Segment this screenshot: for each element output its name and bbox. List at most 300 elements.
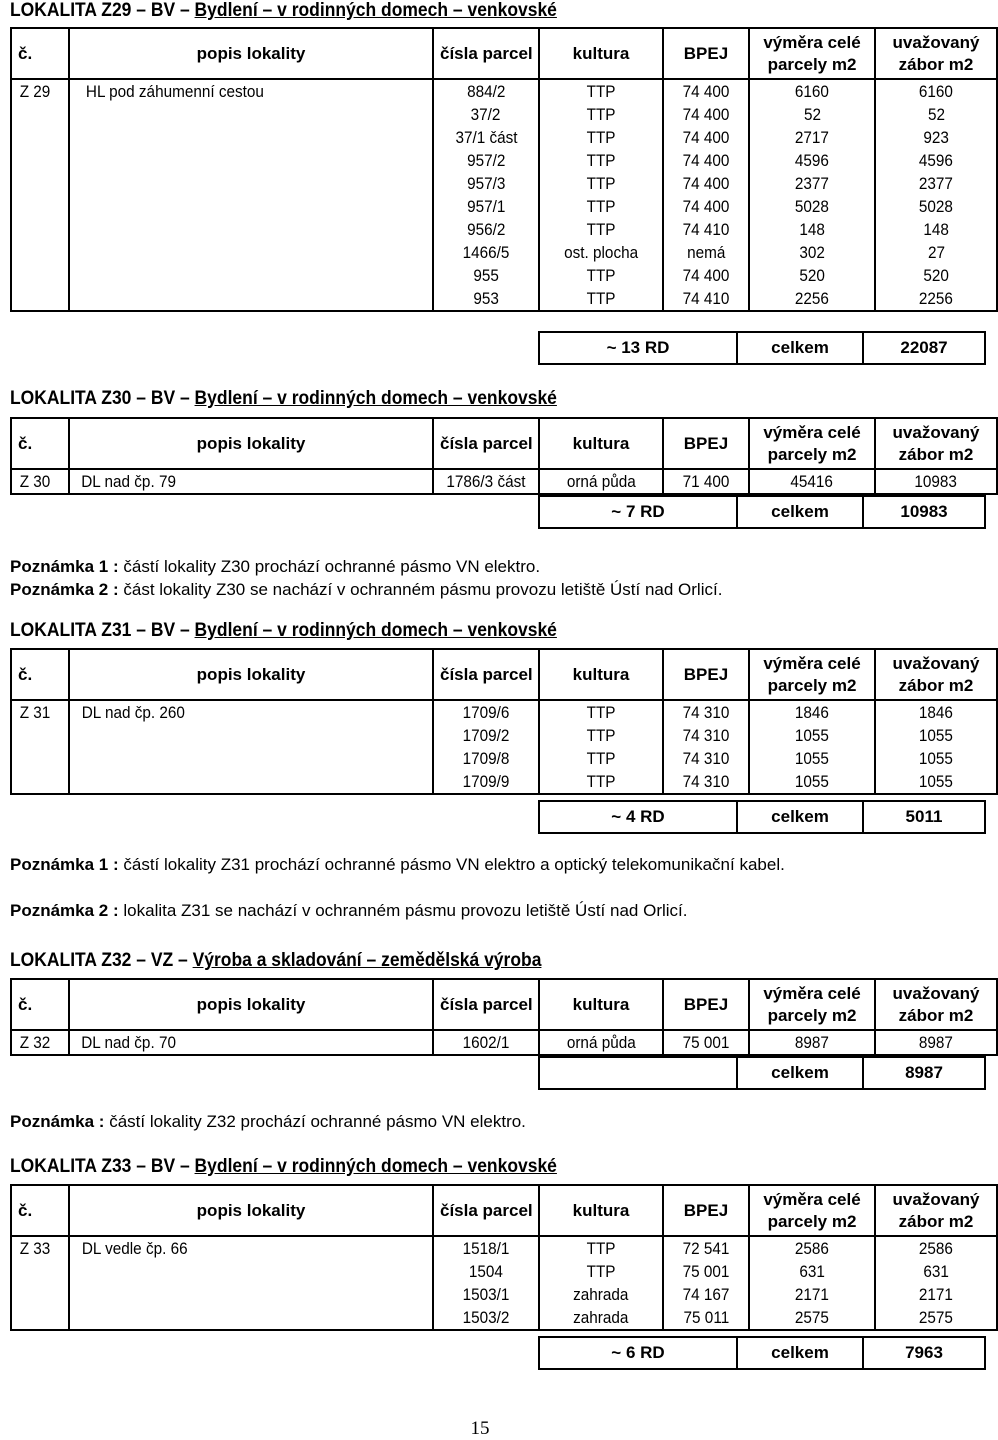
row-bpej — [663, 195, 749, 218]
row-take — [875, 103, 997, 126]
row-description — [69, 126, 433, 149]
header-take-line: zábor m2 — [898, 675, 974, 695]
row-area — [749, 264, 875, 287]
row-area-text: 8987 — [794, 1033, 830, 1052]
row-culture-text: TTP — [586, 749, 616, 768]
header-take-line: zábor m2 — [898, 1211, 974, 1231]
summary-box — [538, 331, 986, 365]
row-bpej — [663, 172, 749, 195]
section-title-prefix: LOKALITA Z30 – BV – — [10, 388, 190, 409]
row-description — [69, 103, 433, 126]
row-culture — [539, 264, 663, 287]
row-number-text: Z 29 — [19, 82, 51, 101]
row-parcel-text: 1786/3 část — [446, 472, 526, 491]
row-take-text: 2575 — [918, 1308, 954, 1327]
row-number — [11, 195, 69, 218]
row-take — [875, 1260, 997, 1283]
header-culture — [539, 1185, 663, 1236]
note-text: lokalita Z31 se nachází v ochranném pásmu provozu letiště Ústí nad Orlicí. — [118, 901, 688, 920]
row-take — [875, 724, 997, 747]
row-number — [11, 218, 69, 241]
table-row — [11, 469, 997, 494]
note-text: částí lokality Z30 prochází ochranné pásmo VN elektro. — [118, 557, 541, 576]
row-area — [749, 103, 875, 126]
row-number — [11, 149, 69, 172]
row-take — [875, 149, 997, 172]
parcel-table — [10, 417, 998, 495]
row-culture — [539, 79, 663, 103]
note-label: Poznámka 1 : — [10, 855, 119, 874]
summary-total: 7963 — [863, 1337, 985, 1369]
header-area — [749, 28, 875, 79]
summary-label: celkem — [737, 332, 863, 364]
row-number — [11, 1283, 69, 1306]
row-description — [69, 469, 433, 494]
row-bpej — [663, 126, 749, 149]
row-description-text: DL vedle čp. 66 — [81, 1239, 188, 1258]
header-parcels-line: čísla parcel — [440, 994, 533, 1014]
row-area — [749, 149, 875, 172]
header-area-line: výměra celé — [763, 422, 861, 442]
row-culture-text: TTP — [586, 703, 616, 722]
row-culture-text: TTP — [586, 128, 616, 147]
row-area-text: 520 — [799, 266, 825, 285]
row-area — [749, 1306, 875, 1330]
header-area-line: parcely m2 — [767, 54, 857, 74]
row-area — [749, 218, 875, 241]
row-description-text: DL nad čp. 70 — [81, 1033, 176, 1052]
section-title — [10, 620, 557, 642]
row-parcel — [433, 149, 539, 172]
header-parcels-line: čísla parcel — [440, 1200, 533, 1220]
row-take — [875, 1030, 997, 1055]
header-description — [69, 649, 433, 700]
table-row — [11, 700, 997, 724]
row-parcel — [433, 218, 539, 241]
summary-row — [539, 332, 985, 364]
row-number — [11, 1306, 69, 1330]
row-number — [11, 172, 69, 195]
note-text: částí lokality Z31 prochází ochranné pásmo VN elektro a optický telekomunikační kabel. — [118, 855, 785, 874]
row-parcel — [433, 469, 539, 494]
header-bpej — [663, 1185, 749, 1236]
row-culture — [539, 218, 663, 241]
row-area-text: 4596 — [794, 151, 830, 170]
row-area-text: 52 — [803, 105, 821, 124]
row-area — [749, 747, 875, 770]
row-take-text: 2256 — [918, 289, 954, 308]
row-area — [749, 172, 875, 195]
row-parcel — [433, 724, 539, 747]
summary-rd: ~ 13 RD — [539, 332, 737, 364]
parcel-table — [10, 978, 998, 1056]
row-take-text: 8987 — [918, 1033, 954, 1052]
row-parcel-text: 955 — [473, 266, 499, 285]
row-take — [875, 264, 997, 287]
header-number — [11, 979, 69, 1030]
row-number — [11, 79, 69, 103]
row-bpej — [663, 469, 749, 494]
note-paragraph — [10, 1110, 956, 1133]
row-area-text: 1055 — [794, 772, 830, 791]
row-culture-text: TTP — [586, 174, 616, 193]
row-culture-text: orná půda — [566, 472, 636, 491]
header-parcels — [433, 418, 539, 469]
row-area-text: 6160 — [794, 82, 830, 101]
row-area — [749, 1236, 875, 1260]
row-take-text: 2377 — [918, 174, 954, 193]
row-description — [69, 241, 433, 264]
table-row — [11, 172, 997, 195]
row-parcel-text: 957/1 — [466, 197, 506, 216]
header-take — [875, 649, 997, 700]
row-area-text: 2377 — [794, 174, 830, 193]
row-description — [69, 747, 433, 770]
row-bpej-text: 71 400 — [682, 472, 730, 491]
row-take-text: 2586 — [918, 1239, 954, 1258]
summary-rd: ~ 4 RD — [539, 801, 737, 833]
table-row — [11, 103, 997, 126]
header-area-line: výměra celé — [763, 1189, 861, 1209]
header-parcels-line: čísla parcel — [440, 433, 533, 453]
header-area-line: parcely m2 — [767, 1211, 857, 1231]
summary-rd: ~ 6 RD — [539, 1337, 737, 1369]
row-culture-text: TTP — [586, 772, 616, 791]
row-take — [875, 1306, 997, 1330]
note-label: Poznámka 2 : — [10, 901, 119, 920]
row-culture — [539, 126, 663, 149]
row-bpej-text: 74 410 — [682, 289, 730, 308]
row-parcel-text: 1602/1 — [462, 1033, 510, 1052]
header-number — [11, 28, 69, 79]
row-parcel-text: 37/1 část — [454, 128, 518, 147]
row-number-text: Z 33 — [19, 1239, 51, 1258]
row-culture — [539, 1260, 663, 1283]
note-label: Poznámka 1 : — [10, 557, 119, 576]
row-parcel — [433, 287, 539, 311]
row-parcel-text: 1503/2 — [462, 1308, 510, 1327]
header-culture — [539, 28, 663, 79]
note-text: částí lokality Z32 prochází ochranné pásmo VN elektro. — [104, 1112, 526, 1131]
section-title-suffix: Výroba a skladování – zemědělská výroba — [192, 950, 542, 971]
note-paragraph — [10, 853, 956, 876]
row-take-text: 631 — [923, 1262, 949, 1281]
row-area — [749, 195, 875, 218]
row-description — [69, 1283, 433, 1306]
row-number — [11, 264, 69, 287]
row-description — [69, 724, 433, 747]
header-take — [875, 28, 997, 79]
row-bpej-text: 74 310 — [682, 772, 730, 791]
summary-rd — [539, 1057, 737, 1089]
header-bpej-line: BPEJ — [683, 664, 729, 684]
row-description — [69, 1030, 433, 1055]
row-take-text: 520 — [923, 266, 949, 285]
row-take-text: 4596 — [918, 151, 954, 170]
section-title — [10, 0, 557, 22]
row-area — [749, 79, 875, 103]
summary-box — [538, 495, 986, 529]
row-area — [749, 1283, 875, 1306]
header-area — [749, 1185, 875, 1236]
row-bpej-text: 75 011 — [683, 1308, 729, 1327]
row-take — [875, 241, 997, 264]
row-bpej-text: 74 310 — [682, 703, 730, 722]
table-row — [11, 747, 997, 770]
header-culture-line: kultura — [572, 1200, 630, 1220]
row-culture — [539, 172, 663, 195]
row-area — [749, 469, 875, 494]
header-culture — [539, 649, 663, 700]
header-description — [69, 979, 433, 1030]
header-take-line: uvažovaný — [892, 1189, 980, 1209]
header-parcels — [433, 979, 539, 1030]
row-number — [11, 770, 69, 794]
table-header-row — [11, 1185, 997, 1236]
row-culture — [539, 103, 663, 126]
row-area-text: 2256 — [794, 289, 830, 308]
row-bpej — [663, 770, 749, 794]
note-label: Poznámka 2 : — [10, 580, 119, 599]
header-area-line: parcely m2 — [767, 675, 857, 695]
row-culture-text: TTP — [586, 151, 616, 170]
header-description-line: popis lokality — [196, 1200, 306, 1220]
row-area-text: 5028 — [794, 197, 830, 216]
row-number-text: Z 31 — [19, 703, 51, 722]
row-bpej — [663, 241, 749, 264]
row-parcel-text: 37/2 — [471, 105, 501, 124]
row-bpej — [663, 1260, 749, 1283]
row-parcel — [433, 241, 539, 264]
summary-label: celkem — [737, 1337, 863, 1369]
section-title-prefix: LOKALITA Z32 – VZ – — [10, 950, 188, 971]
row-area-text: 302 — [799, 243, 825, 262]
header-number — [11, 1185, 69, 1236]
header-area-line: výměra celé — [763, 653, 861, 673]
page-number: 15 — [470, 1418, 490, 1439]
header-area-line: výměra celé — [763, 32, 861, 52]
row-bpej-text: 74 400 — [682, 105, 730, 124]
row-description-text: HL pod záhumenní cestou — [85, 82, 264, 101]
header-number-line: č. — [18, 433, 33, 453]
header-take-line: uvažovaný — [892, 983, 980, 1003]
row-bpej — [663, 264, 749, 287]
row-take — [875, 195, 997, 218]
header-area-line: parcely m2 — [767, 444, 857, 464]
row-area-text: 2586 — [794, 1239, 830, 1258]
row-take — [875, 700, 997, 724]
row-take-text: 923 — [923, 128, 949, 147]
row-description — [69, 1260, 433, 1283]
header-number — [11, 649, 69, 700]
section-title-suffix: Bydlení – v rodinných domech – venkovské — [194, 0, 557, 21]
row-bpej — [663, 1283, 749, 1306]
row-culture-text: ost. plocha — [563, 243, 638, 262]
row-culture — [539, 747, 663, 770]
header-take-line: uvažovaný — [892, 653, 980, 673]
header-parcels — [433, 28, 539, 79]
row-culture — [539, 1030, 663, 1055]
header-culture-line: kultura — [572, 433, 630, 453]
table-row — [11, 264, 997, 287]
row-take-text: 5028 — [918, 197, 954, 216]
row-take — [875, 79, 997, 103]
row-culture — [539, 700, 663, 724]
section-title-prefix: LOKALITA Z31 – BV – — [10, 620, 190, 641]
row-parcel-text: 1709/2 — [462, 726, 510, 745]
row-bpej-text: 74 400 — [682, 197, 730, 216]
header-parcels-line: čísla parcel — [440, 664, 533, 684]
row-bpej-text: 74 167 — [682, 1285, 730, 1304]
header-description-line: popis lokality — [196, 433, 306, 453]
table-row — [11, 1236, 997, 1260]
table-row — [11, 218, 997, 241]
row-culture — [539, 1283, 663, 1306]
table-row — [11, 1260, 997, 1283]
row-parcel-text: 1709/8 — [462, 749, 510, 768]
summary-row — [539, 1337, 985, 1369]
row-number — [11, 747, 69, 770]
table-header-row — [11, 979, 997, 1030]
header-take — [875, 1185, 997, 1236]
row-culture-text: TTP — [586, 726, 616, 745]
header-description-line: popis lokality — [196, 43, 306, 63]
row-description — [69, 264, 433, 287]
row-parcel-text: 956/2 — [466, 220, 506, 239]
row-area-text: 2717 — [794, 128, 830, 147]
section-title-suffix: Bydlení – v rodinných domech – venkovské — [194, 620, 557, 641]
summary-total: 22087 — [863, 332, 985, 364]
row-take — [875, 172, 997, 195]
summary-box — [538, 1336, 986, 1370]
row-parcel — [433, 126, 539, 149]
row-number-text: Z 32 — [19, 1033, 51, 1052]
row-culture — [539, 724, 663, 747]
row-area-text: 1846 — [794, 703, 830, 722]
row-culture-text: zahrada — [573, 1285, 629, 1304]
row-parcel-text: 1503/1 — [462, 1285, 510, 1304]
row-description — [69, 79, 433, 103]
row-bpej-text: 74 400 — [682, 82, 730, 101]
row-bpej-text: 74 400 — [682, 151, 730, 170]
row-culture-text: TTP — [586, 1239, 616, 1258]
header-take — [875, 418, 997, 469]
row-description-text: DL nad čp. 260 — [81, 703, 185, 722]
row-area — [749, 700, 875, 724]
table-row — [11, 241, 997, 264]
header-parcels-line: čísla parcel — [440, 43, 533, 63]
row-parcel-text: 1466/5 — [462, 243, 510, 262]
row-bpej — [663, 1236, 749, 1260]
summary-label: celkem — [737, 1057, 863, 1089]
row-culture-text: TTP — [586, 197, 616, 216]
row-bpej-text: 74 400 — [682, 174, 730, 193]
table-row — [11, 1030, 997, 1055]
row-bpej — [663, 1030, 749, 1055]
row-bpej-text: 74 310 — [682, 749, 730, 768]
header-description — [69, 1185, 433, 1236]
row-take-text: 2171 — [918, 1285, 954, 1304]
row-take — [875, 747, 997, 770]
summary-total: 5011 — [863, 801, 985, 833]
row-area — [749, 241, 875, 264]
row-culture-text: TTP — [586, 1262, 616, 1281]
header-culture-line: kultura — [572, 43, 630, 63]
row-area-text: 148 — [799, 220, 825, 239]
section-title — [10, 1156, 557, 1178]
row-take — [875, 218, 997, 241]
row-bpej — [663, 724, 749, 747]
row-bpej-text: 75 001 — [682, 1262, 730, 1281]
header-area — [749, 649, 875, 700]
row-parcel-text: 1709/9 — [462, 772, 510, 791]
section-title — [10, 950, 541, 972]
header-take — [875, 979, 997, 1030]
row-bpej-text: 74 410 — [682, 220, 730, 239]
row-area-text: 1055 — [794, 749, 830, 768]
parcel-table — [10, 648, 998, 795]
row-area — [749, 1260, 875, 1283]
section-title-prefix: LOKALITA Z29 – BV – — [10, 0, 190, 21]
header-take-line: zábor m2 — [898, 1005, 974, 1025]
table-row — [11, 1283, 997, 1306]
row-culture-text: TTP — [586, 105, 616, 124]
parcel-table — [10, 1184, 998, 1331]
row-bpej-text: 75 001 — [682, 1033, 730, 1052]
header-bpej-line: BPEJ — [683, 994, 729, 1014]
row-take-text: 1055 — [918, 772, 954, 791]
row-number-text: Z 30 — [19, 472, 51, 491]
row-take-text: 10983 — [914, 472, 958, 491]
row-take-text: 27 — [927, 243, 945, 262]
row-parcel-text: 953 — [473, 289, 499, 308]
row-bpej — [663, 149, 749, 172]
table-row — [11, 79, 997, 103]
row-parcel-text: 957/3 — [466, 174, 506, 193]
row-parcel — [433, 700, 539, 724]
row-bpej — [663, 287, 749, 311]
row-culture-text: TTP — [586, 220, 616, 239]
row-take — [875, 287, 997, 311]
row-number — [11, 126, 69, 149]
table-row — [11, 287, 997, 311]
row-bpej-text: 72 541 — [682, 1239, 730, 1258]
row-area-text: 1055 — [794, 726, 830, 745]
row-culture-text: TTP — [586, 266, 616, 285]
header-take-line: zábor m2 — [898, 54, 974, 74]
row-area-text: 45416 — [790, 472, 834, 491]
row-number — [11, 1030, 69, 1055]
header-take-line: uvažovaný — [892, 32, 980, 52]
row-bpej — [663, 747, 749, 770]
row-parcel — [433, 1306, 539, 1330]
summary-label: celkem — [737, 801, 863, 833]
header-description — [69, 418, 433, 469]
row-parcel — [433, 195, 539, 218]
header-take-line: uvažovaný — [892, 422, 980, 442]
note-label: Poznámka : — [10, 1112, 105, 1131]
row-culture — [539, 287, 663, 311]
row-number — [11, 241, 69, 264]
table-row — [11, 149, 997, 172]
row-number — [11, 1236, 69, 1260]
row-area — [749, 1030, 875, 1055]
table-header-row — [11, 418, 997, 469]
row-culture-text: TTP — [586, 82, 616, 101]
row-number — [11, 287, 69, 311]
row-description — [69, 149, 433, 172]
row-description — [69, 1306, 433, 1330]
